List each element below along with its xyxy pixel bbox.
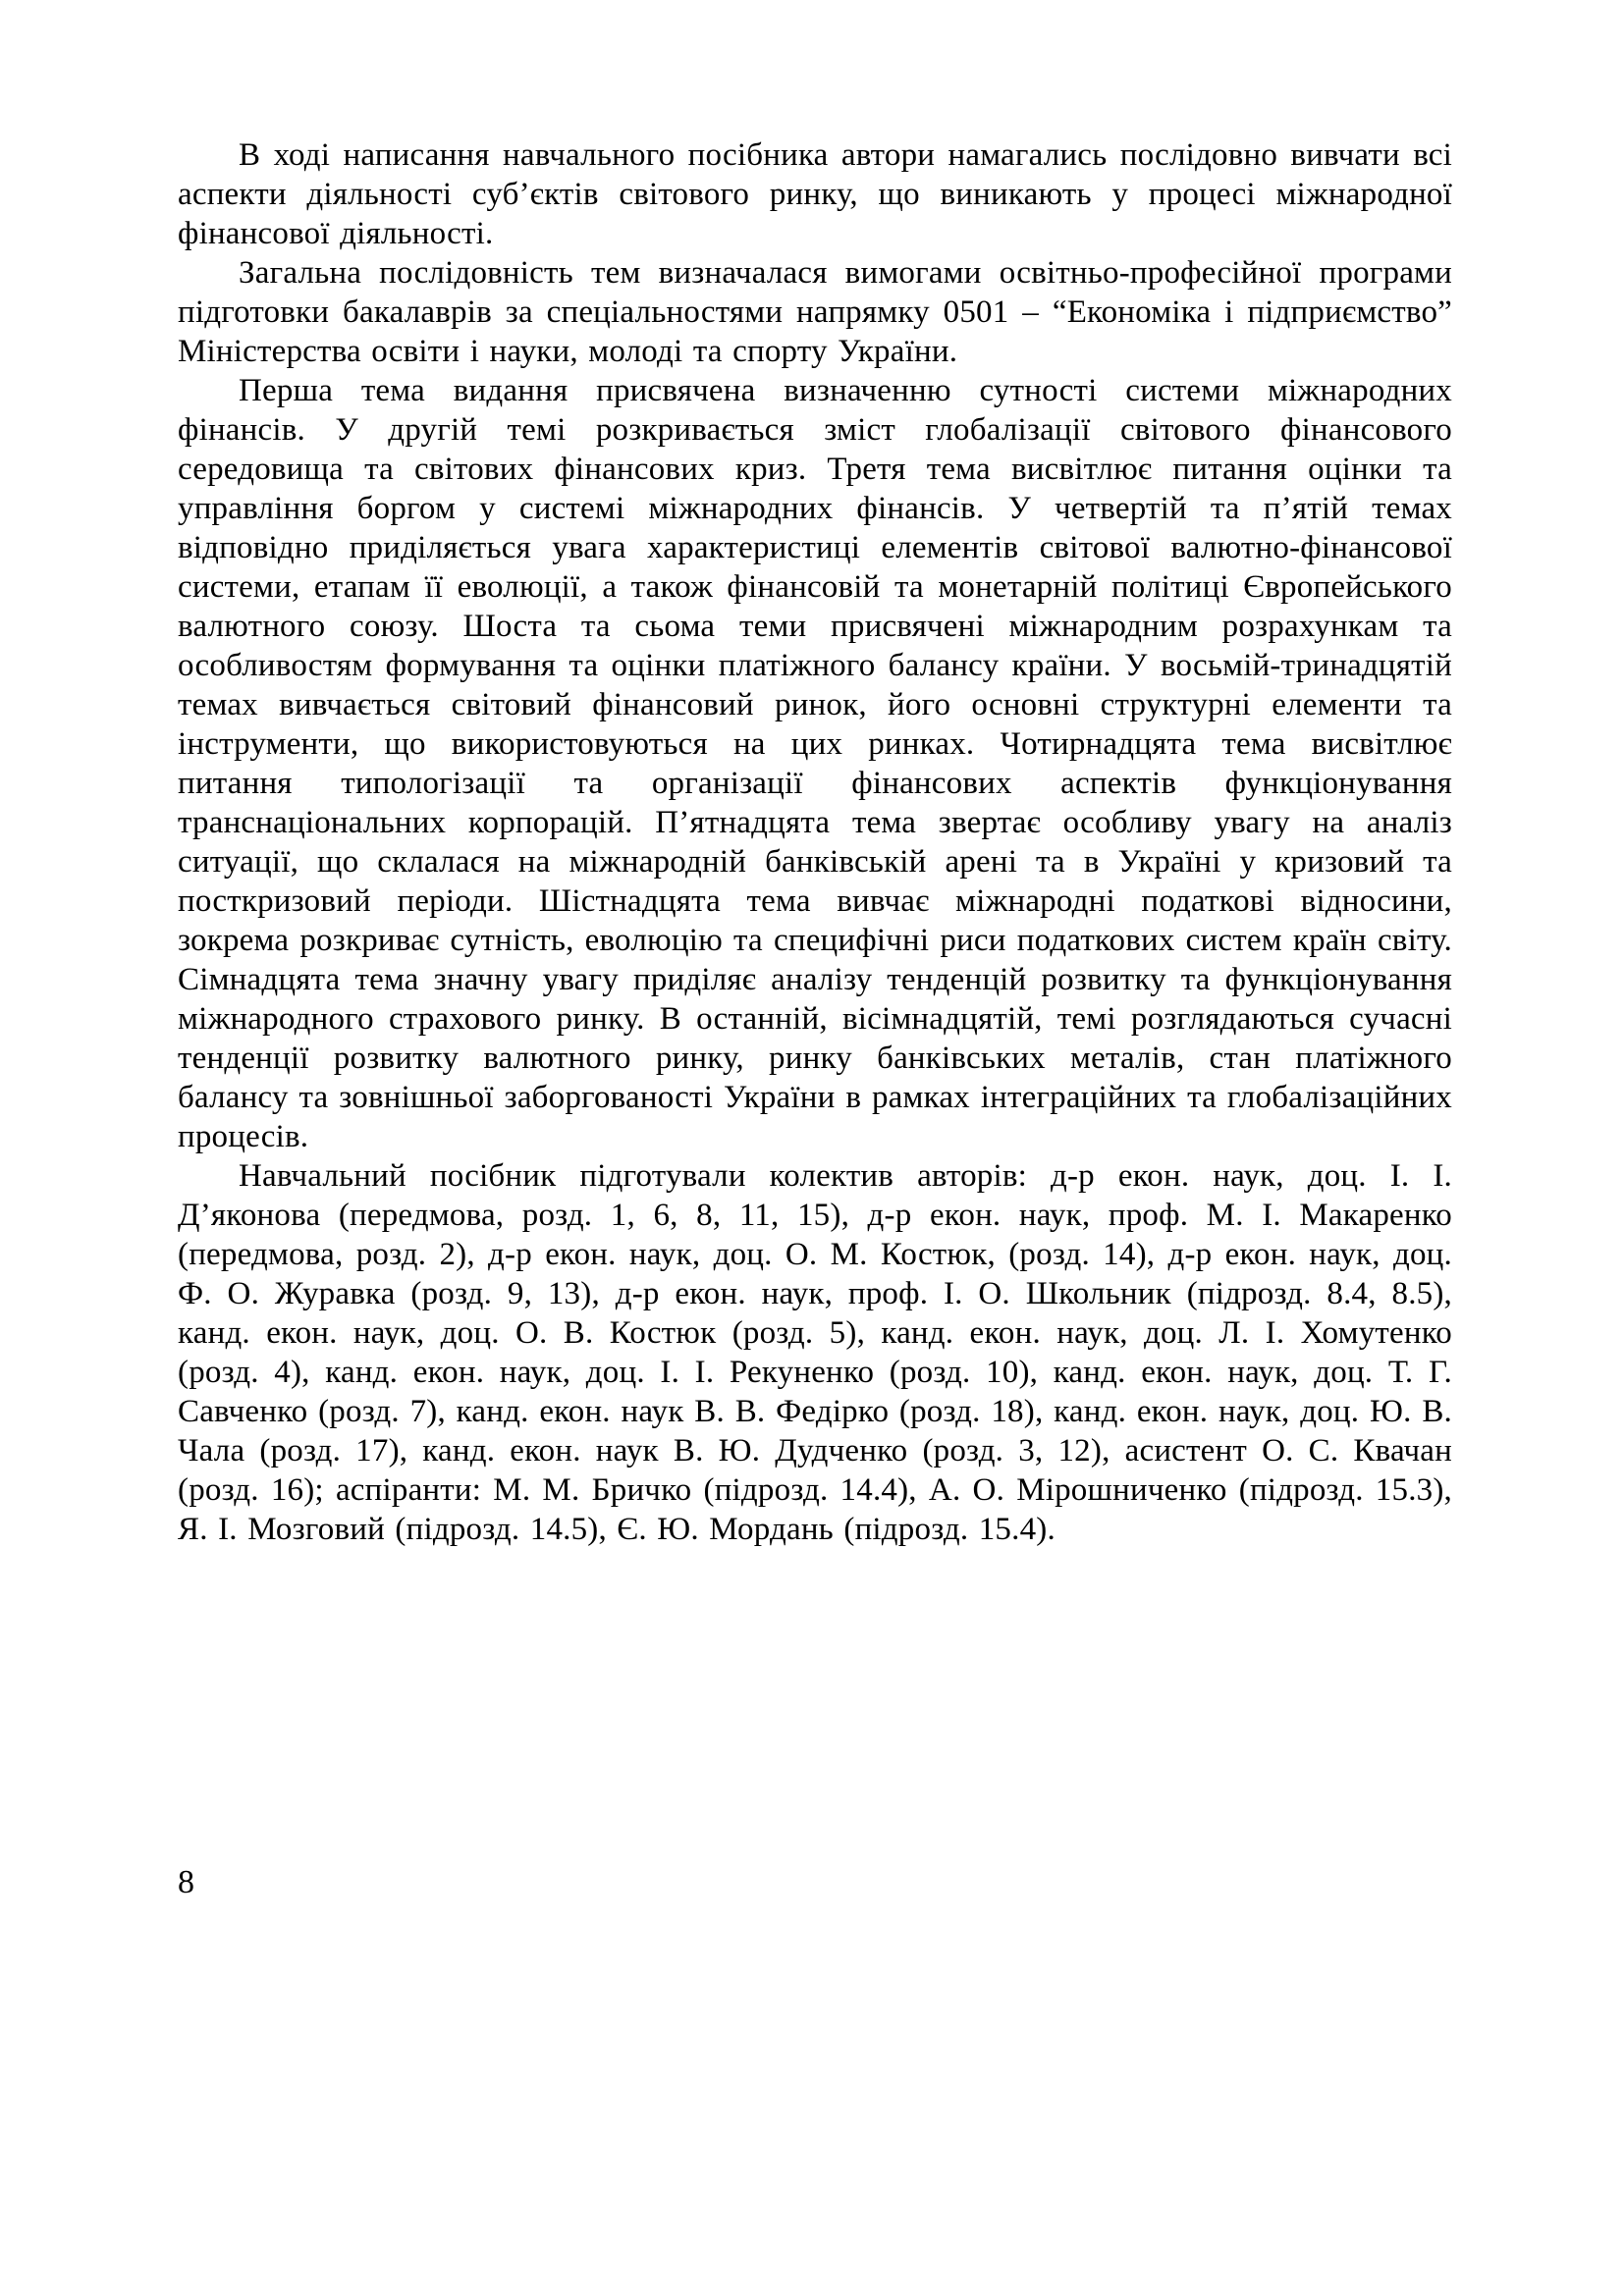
body-text — [178, 135, 1452, 1549]
paragraph-intro: В ході написання навчального посібника автори намагались послідовно вивчати всі аспекти діяльності суб’єктів світового ринку, що виникають у процесі міжнародної фінансової діяльності. — [178, 137, 1452, 251]
page-number: 8 — [178, 1864, 194, 1900]
paragraph-topics-overview: Перша тема видання присвячена визначенню сутності системи міжнародних фінансів. У другій темі розкривається зміст глобалізації світового фінансового середовища та світових фінансових криз. Третя тема висвітлює питання оцінки та управління боргом у системі міжнародних фінансів. У четвертій та п’ятій темах відповідно приділяється увага характеристиці елементів світової валютно-фінансової системи, етапам її еволюції, а також фінансовій та монетарній політиці Європейського валютного союзу. Шоста та сьома теми присвячені міжнародним розрахункам та особливостям формування та оцінки платіжного балансу країни. У восьмій-тринадцятій темах вивчається світовий фінансовий ринок, його основні структурні елементи та інструменти, що використовуються на цих ринках. Чотирнадцята тема висвітлює питання типологізації та організації фінансових аспектів функціонування транснаціональних корпорацій. П’ятнадцята тема звертає особливу увагу на аналіз ситуації, що склалася на міжнародній банківській арені та в Україні у кризовий та посткризовий періоди. Шістнадцята тема вивчає міжнародні податкові відносини, зокрема розкриває сутність, еволюцію та специфічні риси податкових систем країн світу. Сімнадцята тема значну увагу приділяє аналізу тенденцій розвитку та функціонування міжнародного страхового ринку. В останній, вісімнадцятій, темі розглядаються сучасні тенденції розвитку валютного ринку, ринку банківських металів, стан платіжного балансу та зовнішньої заборгованості України в рамках інтеграційних та глобалізаційних процесів. — [178, 373, 1452, 1154]
paragraph-program-requirements: Загальна послідовність тем визначалася вимогами освітньо-професійної програми підготовки бакалаврів за спеціальностями напрямку 0501 – “Економіка і підприємство” Міністерства освіти і науки, молоді та спорту України. — [178, 255, 1452, 369]
paragraph-authors-list: Навчальний посібник підготували колектив авторів: д-р екон. наук, доц. І. І. Д’яконова (передмова, розд. 1, 6, 8, 11, 15), д-р екон. наук, проф. М. І. Макаренко (передмова, розд. 2), д-р екон. наук, доц. О. М. Костюк, (розд. 14), д-р екон. наук, доц. Ф. О. Журавка (розд. 9, 13), д-р екон. наук, проф. І. О. Школьник (підрозд. 8.4, 8.5), канд. екон. наук, доц. О. В. Костюк (розд. 5), канд. екон. наук, доц. Л. І. Хомутенко (розд. 4), канд. екон. наук, доц. І. І. Рекуненко (розд. 10), канд. екон. наук, доц. Т. Г. Савченко (розд. 7), канд. екон. наук В. В. Федірко (розд. 18), канд. екон. наук, доц. Ю. В. Чала (розд. 17), канд. екон. наук В. Ю. Дудченко (розд. 3, 12), асистент О. С. Квачан (розд. 16); аспіранти: М. М. Бричко (підрозд. 14.4), А. О. Мірошниченко (підрозд. 15.3), Я. І. Мозговий (підрозд. 14.5), Є. Ю. Мордань (підрозд. 15.4). — [178, 1158, 1452, 1547]
